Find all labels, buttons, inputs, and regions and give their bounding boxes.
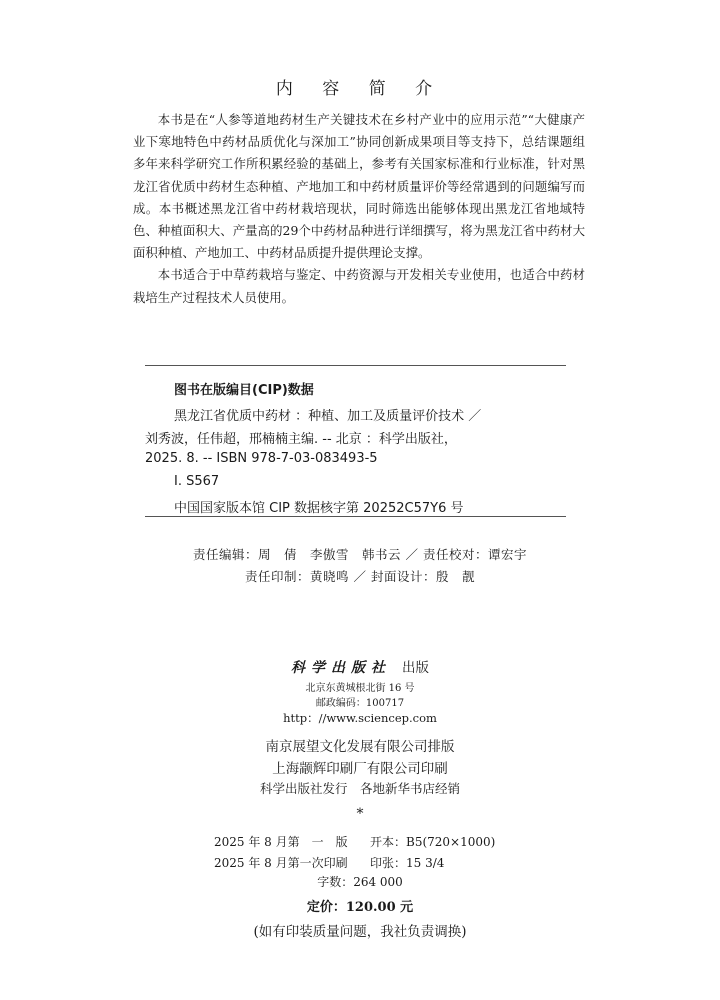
publisher-address: 北京东黄城根北街 16 号 (305, 683, 415, 694)
edition-label: 2025 年 8 月第 一 版 (214, 835, 348, 849)
quality-note: (如有印装质量问题，我社负责调换) (253, 924, 467, 940)
publisher-postcode: 邮政编码：100717 (315, 698, 405, 709)
sheets-label: 印张：15 3/4 (370, 856, 445, 870)
printing-label: 2025 年 8 月第一次印刷 (214, 856, 348, 870)
printer: 上海颛辉印刷厂有限公司印刷 (272, 761, 448, 777)
format-label: 开本：B5(720×1000) (370, 835, 496, 849)
cip-line: 中国国家版本馆 CIP 数据核字第 20252C57Y6 号 (174, 501, 464, 516)
separator-star: * (356, 806, 364, 822)
publisher-url: http：//www.sciencep.com (283, 711, 437, 725)
intro-paragraph: 本书是在“人参等道地药材生产关键技术在乡村产业中的应用示范”“大健康产业下寒地特色中药材品质优化与深加工”协同创新成果项目等支持下，总结课题组多年来科学研究工作所积累经验的基础上，参考有关国家标准和行业标准，针对黑龙江省优质中药材生态种植、产地加工和中药材质量评价等经常遇到的问题编写而成。本书概述黑龙江省中药材栽培现状，同时筛选出能够体现出黑龙江省地域特色、种植面积大、产量高的29个中药材品种进行详细撰写，将为黑龙江省中药材大面积种植、产地加工、中药材品质提升提供理论支撑。 (133, 112, 585, 261)
edition-row (214, 833, 514, 850)
price (0, 896, 720, 915)
cip-line: 刘秀波，任伟超，邢楠楠主编. -- 北京 ：科学出版社， (145, 432, 457, 447)
price-label: 定价： (306, 900, 346, 915)
price-value: 120.00 元 (345, 900, 414, 915)
distribution: 科学出版社发行 各地新华书店经销 (259, 781, 460, 796)
cip-heading: 图书在版编目(CIP)数据 (174, 383, 314, 398)
typesetter: 南京展望文化发展有限公司排版 (265, 739, 455, 755)
editor-credits: 责任编辑：周 倩 李傲雪 韩书云 ／ 责任校对：谭宏宇 (193, 547, 527, 562)
cip-line: 黑龙江省优质中药材 ：种植、加工及质量评价技术 ／ (174, 409, 482, 424)
published-label: 出版 (402, 660, 430, 676)
intro-paragraph: 本书适合于中草药栽培与鉴定、中药资源与开发相关专业使用，也适合中药材栽培生产过程技术人员使用。 (133, 267, 585, 305)
intro-title: 内 容 简 介 (275, 79, 445, 99)
printing-row (214, 854, 514, 871)
intro-text (133, 109, 585, 309)
publisher-logo-text: 科学出版社 (290, 660, 391, 676)
cip-bottom-rule (145, 516, 566, 517)
cip-top-rule (145, 365, 566, 366)
publisher-line (0, 656, 720, 677)
word-count: 字数：264 000 (317, 875, 403, 889)
cip-line: 2025. 8. -- ISBN 978-7-03-083493-5 (145, 451, 378, 466)
production-credits: 责任印制：黄晓鸣 ／ 封面设计：殷 靓 (245, 569, 475, 584)
cip-line: Ⅰ. S567 (174, 474, 220, 489)
